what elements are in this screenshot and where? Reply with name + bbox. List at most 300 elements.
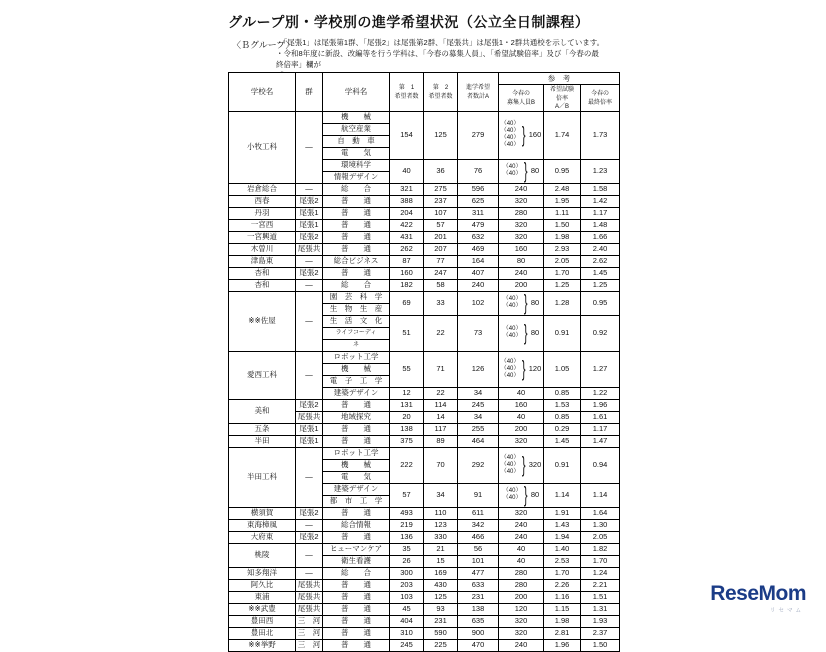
cell-final: 1.50: [581, 639, 620, 651]
brace-icon: }: [524, 158, 529, 184]
cell-final: 2.40: [581, 243, 620, 255]
cell-total: 292: [458, 447, 499, 483]
brace-mark: （40）: [502, 333, 522, 340]
cell-capacity: 320: [499, 231, 544, 243]
cell-final: 1.66: [581, 231, 620, 243]
cell-course: 衛生看護: [323, 555, 390, 567]
cell-first: 20: [390, 411, 424, 423]
cell-course: 建築デザイン: [323, 387, 390, 399]
cell-capacity: [499, 447, 544, 483]
cell-group: 尾張1: [296, 207, 323, 219]
table-row: [229, 351, 620, 363]
cell-school: 横須賀: [229, 507, 296, 519]
cell-course: 機 械: [323, 459, 390, 471]
col-first-choice: 第 1 希望者数: [390, 73, 424, 112]
cell-group: ―: [296, 519, 323, 531]
cell-final: 1.45: [581, 267, 620, 279]
cell-second: 247: [424, 267, 458, 279]
cell-final: 1.48: [581, 219, 620, 231]
cell-group: ―: [296, 111, 323, 183]
cell-first: 222: [390, 447, 424, 483]
cell-school: 豊田北: [229, 627, 296, 639]
cell-total: 407: [458, 267, 499, 279]
cell-ratio: 2.93: [544, 243, 581, 255]
cell-capacity: 80: [499, 255, 544, 267]
cell-school: 木曽川: [229, 243, 296, 255]
cell-ratio: 1.91: [544, 507, 581, 519]
cell-first: 103: [390, 591, 424, 603]
cell-ratio: 2.05: [544, 255, 581, 267]
cell-total: 91: [458, 483, 499, 507]
cell-first: 262: [390, 243, 424, 255]
cell-capacity: 240: [499, 531, 544, 543]
col-total-a: 進学希望 者数計A: [458, 73, 499, 112]
cell-capacity: 320: [499, 195, 544, 207]
cell-capacity: 40: [499, 543, 544, 555]
cell-group: 尾張共: [296, 591, 323, 603]
cell-school: 西春: [229, 195, 296, 207]
cell-total: 245: [458, 399, 499, 411]
cell-capacity: 280: [499, 207, 544, 219]
cell-school: 一宮西: [229, 219, 296, 231]
cell-second: 22: [424, 387, 458, 399]
table-row: [229, 231, 620, 243]
cell-second: 275: [424, 183, 458, 195]
cell-total: 101: [458, 555, 499, 567]
table-row: [229, 519, 620, 531]
cell-capacity-value: 80: [530, 298, 540, 308]
cell-ratio: 1.53: [544, 399, 581, 411]
cell-second: 14: [424, 411, 458, 423]
col-ratio-ab: 希望試験 倍率 A／B: [544, 85, 581, 112]
cell-ratio: 1.16: [544, 591, 581, 603]
brace-icon: }: [522, 356, 526, 382]
cell-capacity: 320: [499, 627, 544, 639]
col-capacity-b: 今春の 募集人員B: [499, 85, 544, 112]
cell-total: 34: [458, 411, 499, 423]
brace-mark: （40）: [502, 164, 522, 171]
table-row: [229, 255, 620, 267]
cell-second: 58: [424, 279, 458, 291]
cell-capacity: [499, 351, 544, 387]
cell-group: 尾張2: [296, 195, 323, 207]
cell-final: 1.14: [581, 483, 620, 507]
cell-group: 尾張2: [296, 267, 323, 279]
cell-group: 尾張共: [296, 411, 323, 423]
cell-first: 40: [390, 159, 424, 183]
col-second-choice: 第 2 希望者数: [424, 73, 458, 112]
cell-total: 596: [458, 183, 499, 195]
cell-capacity: 160: [499, 399, 544, 411]
cell-group: 尾張共: [296, 579, 323, 591]
cell-capacity: [499, 291, 544, 315]
cell-group: 尾張2: [296, 507, 323, 519]
cell-total: 900: [458, 627, 499, 639]
brace-icon: }: [522, 452, 526, 478]
cell-final: 1.70: [581, 555, 620, 567]
cell-second: 34: [424, 483, 458, 507]
cell-ratio: 0.29: [544, 423, 581, 435]
cell-ratio: 2.81: [544, 627, 581, 639]
cell-course: 電 気: [323, 471, 390, 483]
cell-first: 404: [390, 615, 424, 627]
cell-capacity: 120: [499, 603, 544, 615]
cell-school: 知多翔洋: [229, 567, 296, 579]
cell-school: ※※挙野: [229, 639, 296, 651]
cell-second: 207: [424, 243, 458, 255]
cell-course: 普 通: [323, 219, 390, 231]
cell-capacity: 240: [499, 519, 544, 531]
cell-second: 123: [424, 519, 458, 531]
cell-final: 2.21: [581, 579, 620, 591]
cell-course: 総合ビジネス: [323, 255, 390, 267]
cell-ratio: 1.70: [544, 567, 581, 579]
table-row: [229, 639, 620, 651]
col-reference-group: 参 考: [499, 73, 620, 85]
cell-school: ※※武豊: [229, 603, 296, 615]
cell-second: 110: [424, 507, 458, 519]
cell-ratio: 2.26: [544, 579, 581, 591]
cell-total: 464: [458, 435, 499, 447]
cell-capacity: 320: [499, 435, 544, 447]
cell-school: 大府東: [229, 531, 296, 543]
cell-second: 57: [424, 219, 458, 231]
cell-capacity: 40: [499, 555, 544, 567]
cell-course: 普 通: [323, 195, 390, 207]
cell-total: 279: [458, 111, 499, 159]
cell-group: ―: [296, 291, 323, 351]
cell-first: 12: [390, 387, 424, 399]
cell-group: ―: [296, 543, 323, 567]
cell-second: 330: [424, 531, 458, 543]
cell-total: 56: [458, 543, 499, 555]
cell-ratio: 1.28: [544, 291, 581, 315]
cell-first: 388: [390, 195, 424, 207]
cell-second: 590: [424, 627, 458, 639]
cell-first: 45: [390, 603, 424, 615]
cell-capacity: 240: [499, 267, 544, 279]
cell-second: 225: [424, 639, 458, 651]
cell-final: 1.23: [581, 159, 620, 183]
brace-icon: }: [524, 320, 529, 346]
cell-course: 機 械: [323, 363, 390, 375]
table-row: [229, 543, 620, 555]
cell-capacity: 280: [499, 579, 544, 591]
cell-ratio: 0.91: [544, 315, 581, 351]
cell-final: 1.47: [581, 435, 620, 447]
table-row: [229, 567, 620, 579]
cell-second: 21: [424, 543, 458, 555]
cell-course: 普 通: [323, 231, 390, 243]
table-row: [229, 447, 620, 459]
cell-final: 0.95: [581, 291, 620, 315]
cell-course: 普 通: [323, 591, 390, 603]
cell-capacity-value: 120: [528, 364, 542, 374]
cell-ratio: 1.05: [544, 351, 581, 387]
cell-total: 479: [458, 219, 499, 231]
cell-school: ※※佐屋: [229, 291, 296, 351]
cell-school: 愛西工科: [229, 351, 296, 399]
cell-course: 機 械: [323, 111, 390, 123]
cell-course: 普 通: [323, 243, 390, 255]
table-row: [229, 531, 620, 543]
table-row: [229, 579, 620, 591]
cell-capacity-value: 160: [528, 130, 542, 140]
brace-mark: （40）: [500, 454, 520, 461]
table-row: [229, 591, 620, 603]
cell-first: 245: [390, 639, 424, 651]
brace-mark: （40）: [500, 365, 520, 372]
brace-icon: }: [524, 482, 529, 508]
cell-second: 237: [424, 195, 458, 207]
header-row-1: [229, 73, 620, 85]
cell-course: 普 通: [323, 639, 390, 651]
cell-school: 半田工科: [229, 447, 296, 507]
cell-ratio: 1.96: [544, 639, 581, 651]
cell-ratio: 1.43: [544, 519, 581, 531]
cell-capacity: 40: [499, 411, 544, 423]
cell-ratio: 0.95: [544, 159, 581, 183]
cell-final: 1.17: [581, 207, 620, 219]
cell-group: 三 河: [296, 627, 323, 639]
cell-final: 1.51: [581, 591, 620, 603]
cell-course: 普 通: [323, 603, 390, 615]
cell-group: 尾張共: [296, 243, 323, 255]
cell-capacity: 320: [499, 615, 544, 627]
cell-ratio: 1.11: [544, 207, 581, 219]
cell-school: 東海樟風: [229, 519, 296, 531]
brace-mark: （40）: [500, 142, 520, 149]
cell-ratio: 1.74: [544, 111, 581, 159]
table-row: [229, 627, 620, 639]
cell-school: 阿久比: [229, 579, 296, 591]
cell-capacity-value: 80: [530, 490, 540, 500]
cell-first: 138: [390, 423, 424, 435]
brace-mark: （40）: [500, 135, 520, 142]
cell-final: 1.24: [581, 567, 620, 579]
brace-mark: （40）: [502, 296, 522, 303]
col-school: 学校名: [229, 73, 296, 112]
cell-first: 310: [390, 627, 424, 639]
cell-group: ―: [296, 351, 323, 399]
brace-icon: }: [522, 122, 526, 148]
cell-course: 情報デザイン: [323, 171, 390, 183]
cell-ratio: 2.48: [544, 183, 581, 195]
cell-capacity: 40: [499, 387, 544, 399]
cell-second: 70: [424, 447, 458, 483]
cell-ratio: 1.50: [544, 219, 581, 231]
cell-capacity: 160: [499, 243, 544, 255]
table-body: [229, 111, 620, 651]
cell-ratio: 2.53: [544, 555, 581, 567]
cell-total: 470: [458, 639, 499, 651]
cell-group: 尾張1: [296, 423, 323, 435]
cell-group: 尾張2: [296, 399, 323, 411]
cell-course: ネ: [323, 339, 390, 351]
note-line-2: ・令和8年度に新設、改編等を行う学科は、「今春の募集人員」、「希望試験倍率」及び「今春の最終倍率」欄が: [276, 48, 599, 69]
cell-capacity: [499, 111, 544, 159]
cell-ratio: 1.45: [544, 435, 581, 447]
table-row: [229, 507, 620, 519]
cell-group: ―: [296, 279, 323, 291]
cell-first: 375: [390, 435, 424, 447]
cell-second: 33: [424, 291, 458, 315]
cell-first: 57: [390, 483, 424, 507]
cell-ratio: 1.70: [544, 267, 581, 279]
cell-first: 204: [390, 207, 424, 219]
cell-total: 477: [458, 567, 499, 579]
cell-first: 51: [390, 315, 424, 351]
cell-group: 尾張共: [296, 603, 323, 615]
cell-first: 55: [390, 351, 424, 387]
cell-group: ―: [296, 255, 323, 267]
cell-total: 635: [458, 615, 499, 627]
brace-mark: （40）: [502, 495, 522, 502]
cell-capacity: 240: [499, 639, 544, 651]
cell-course: 総 合: [323, 567, 390, 579]
cell-first: 87: [390, 255, 424, 267]
cell-group: ―: [296, 567, 323, 579]
cell-first: 219: [390, 519, 424, 531]
cell-group: 三 河: [296, 615, 323, 627]
table-row: [229, 207, 620, 219]
cell-ratio: 1.25: [544, 279, 581, 291]
cell-total: 126: [458, 351, 499, 387]
cell-ratio: 0.85: [544, 411, 581, 423]
cell-school: 津島東: [229, 255, 296, 267]
table-row: [229, 111, 620, 123]
cell-total: 73: [458, 315, 499, 351]
cell-final: 1.93: [581, 615, 620, 627]
cell-final: 1.58: [581, 183, 620, 195]
cell-final: 1.82: [581, 543, 620, 555]
cell-group: 尾張1: [296, 219, 323, 231]
cell-final: 1.27: [581, 351, 620, 387]
table-row: [229, 279, 620, 291]
cell-total: 34: [458, 387, 499, 399]
table-row: [229, 219, 620, 231]
cell-ratio: 1.98: [544, 615, 581, 627]
brace-mark: （40）: [500, 128, 520, 135]
cell-final: 1.31: [581, 603, 620, 615]
cell-final: 1.22: [581, 387, 620, 399]
cell-capacity: [499, 483, 544, 507]
table-row: [229, 603, 620, 615]
cell-second: 430: [424, 579, 458, 591]
cell-total: 76: [458, 159, 499, 183]
cell-course: 園 芸 科 学: [323, 291, 390, 303]
cell-first: 131: [390, 399, 424, 411]
cell-course: 普 通: [323, 435, 390, 447]
cell-school: 美和: [229, 399, 296, 423]
cell-group: ―: [296, 183, 323, 195]
cell-first: 160: [390, 267, 424, 279]
cell-course: 生 物 生 産: [323, 303, 390, 315]
resemom-logo: ReseMom: [710, 582, 806, 605]
cell-second: 22: [424, 315, 458, 351]
table-row: [229, 291, 620, 303]
cell-total: 164: [458, 255, 499, 267]
cell-course: 普 通: [323, 627, 390, 639]
cell-school: 桃陵: [229, 543, 296, 567]
table-row: [229, 243, 620, 255]
cell-final: 0.94: [581, 447, 620, 483]
cell-final: 2.37: [581, 627, 620, 639]
cell-first: 203: [390, 579, 424, 591]
cell-first: 69: [390, 291, 424, 315]
table-row: [229, 435, 620, 447]
cell-ratio: 1.94: [544, 531, 581, 543]
table-row: [229, 195, 620, 207]
brace-mark: （40）: [502, 303, 522, 310]
page-title: グループ別・学校別の進学希望状況（公立全日制課程）: [228, 14, 590, 30]
brace-mark: （40）: [500, 358, 520, 365]
cell-second: 169: [424, 567, 458, 579]
cell-course: 普 通: [323, 267, 390, 279]
cell-second: 231: [424, 615, 458, 627]
cell-ratio: 1.40: [544, 543, 581, 555]
brace-mark: （40）: [500, 372, 520, 379]
cell-course: 総合情報: [323, 519, 390, 531]
cell-course: 都 市 工 学: [323, 495, 390, 507]
cell-second: 201: [424, 231, 458, 243]
table-row: [229, 399, 620, 411]
cell-course: ヒューマンケア: [323, 543, 390, 555]
cell-group: 尾張2: [296, 531, 323, 543]
brace-mark: （40）: [500, 120, 520, 127]
cell-capacity-value: 80: [530, 166, 540, 176]
cell-ratio: 0.85: [544, 387, 581, 399]
cell-second: 107: [424, 207, 458, 219]
cell-final: 1.96: [581, 399, 620, 411]
brace-icon: }: [524, 290, 529, 316]
cell-course: 地域探究: [323, 411, 390, 423]
cell-group: ―: [296, 447, 323, 507]
cell-first: 493: [390, 507, 424, 519]
cell-capacity: 200: [499, 591, 544, 603]
cell-school: 一宮興道: [229, 231, 296, 243]
cell-second: 36: [424, 159, 458, 183]
cell-group: 尾張1: [296, 435, 323, 447]
cell-second: 93: [424, 603, 458, 615]
cell-course: 普 通: [323, 531, 390, 543]
cell-first: 300: [390, 567, 424, 579]
cell-course: ロボット工学: [323, 351, 390, 363]
table-row: [229, 423, 620, 435]
cell-school: 岩倉総合: [229, 183, 296, 195]
cell-course: 普 通: [323, 207, 390, 219]
cell-course: 普 通: [323, 399, 390, 411]
cell-ratio: 1.15: [544, 603, 581, 615]
cell-course: 普 通: [323, 615, 390, 627]
cell-school: 東浦: [229, 591, 296, 603]
brace-mark: （40）: [500, 461, 520, 468]
cell-ratio: 0.91: [544, 447, 581, 483]
note-line-1: ・「尾張1」は尾張第1群、「尾張2」は尾張第2群、「尾張共」は尾張1・2群共通校を示しています。: [276, 38, 605, 47]
cell-final: 0.92: [581, 315, 620, 351]
cell-first: 154: [390, 111, 424, 159]
col-final-ratio: 今春の 最終倍率: [581, 85, 620, 112]
cell-second: 117: [424, 423, 458, 435]
cell-capacity: 240: [499, 183, 544, 195]
cell-total: 466: [458, 531, 499, 543]
cell-course: 普 通: [323, 579, 390, 591]
cell-course: 普 通: [323, 507, 390, 519]
cell-final: 1.17: [581, 423, 620, 435]
cell-course: 総 合: [323, 279, 390, 291]
brace-mark: （40）: [500, 468, 520, 475]
cell-course: 自 動 車: [323, 135, 390, 147]
